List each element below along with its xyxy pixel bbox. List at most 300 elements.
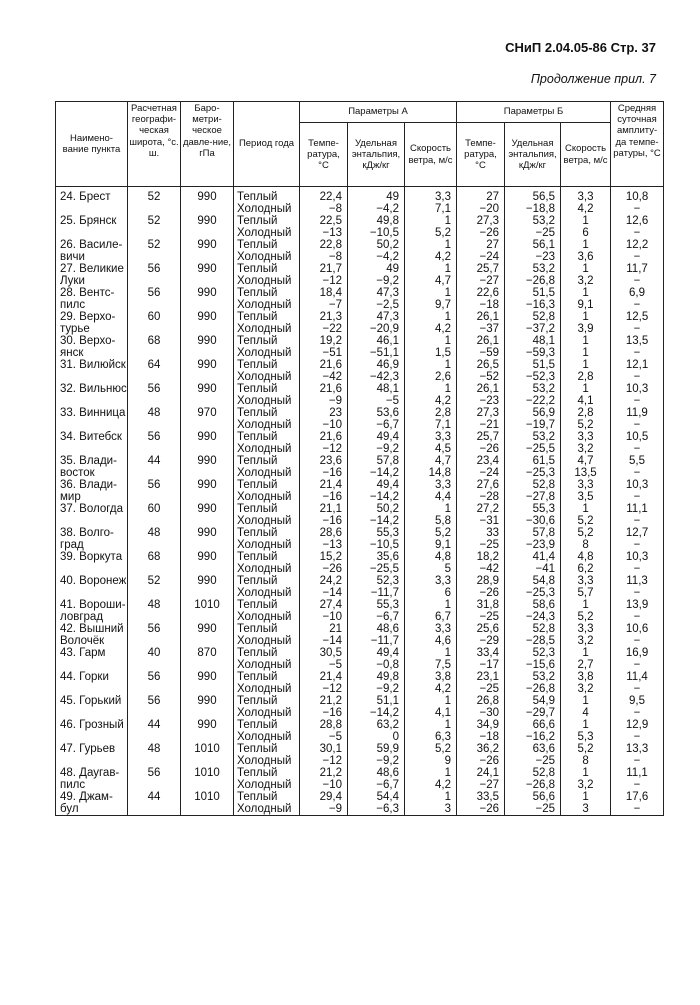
value-cell: −: [611, 515, 664, 527]
value-cell: 51,5: [505, 359, 561, 371]
period-cell: Холодный: [234, 635, 300, 647]
value-cell: −5: [300, 659, 348, 671]
station-name-cont: град: [56, 539, 128, 551]
value-cell: 18,2: [457, 551, 505, 563]
value-cell: −: [611, 419, 664, 431]
value-cell: −: [611, 803, 664, 816]
station-name: 47. Гурьев: [56, 743, 128, 755]
value-cell: 46,9: [348, 359, 405, 371]
value-cell: 57,8: [348, 455, 405, 467]
value-cell: 5,2: [405, 743, 457, 755]
value-cell: 28,8: [300, 719, 348, 731]
value-cell: 5,5: [611, 455, 664, 467]
period-cell: Теплый: [234, 527, 300, 539]
station-name: 27. Великие: [56, 263, 128, 275]
value-cell: 21,6: [300, 383, 348, 395]
value-cell: 4,8: [561, 551, 611, 563]
period-cell: Теплый: [234, 503, 300, 515]
value-cell: 10,8: [611, 191, 664, 203]
value-cell: 3,2: [561, 635, 611, 647]
latitude-cell: [128, 203, 181, 215]
header-enthalpy-a: Удельная энтальпия, кДж/кг: [348, 123, 405, 187]
value-cell: 22,8: [300, 239, 348, 251]
latitude-cell: 48: [128, 599, 181, 611]
value-cell: 12,6: [611, 215, 664, 227]
pressure-cell: [181, 467, 234, 479]
pressure-cell: 990: [181, 311, 234, 323]
value-cell: 21,1: [300, 503, 348, 515]
latitude-cell: 56: [128, 479, 181, 491]
value-cell: 26,1: [457, 335, 505, 347]
value-cell: 3,3: [561, 191, 611, 203]
value-cell: 27,3: [457, 215, 505, 227]
header-name: Наимено-вание пункта: [56, 102, 128, 187]
value-cell: 30,1: [300, 743, 348, 755]
value-cell: 52,3: [505, 647, 561, 659]
value-cell: −25,5: [505, 443, 561, 455]
value-cell: 26,8: [457, 695, 505, 707]
period-cell: Теплый: [234, 671, 300, 683]
latitude-cell: [128, 683, 181, 695]
value-cell: −24,3: [505, 611, 561, 623]
value-cell: 0: [348, 731, 405, 743]
station-name-cont: [56, 203, 128, 215]
value-cell: 54,8: [505, 575, 561, 587]
table-row: [56, 623, 664, 635]
latitude-cell: [128, 731, 181, 743]
period-cell: Холодный: [234, 515, 300, 527]
latitude-cell: [128, 323, 181, 335]
value-cell: 54,9: [505, 695, 561, 707]
period-cell: Теплый: [234, 719, 300, 731]
value-cell: 1: [405, 647, 457, 659]
value-cell: 3,3: [405, 431, 457, 443]
table-row: [56, 191, 664, 203]
latitude-cell: 48: [128, 743, 181, 755]
value-cell: −25: [457, 683, 505, 695]
value-cell: −25: [457, 611, 505, 623]
pressure-cell: 990: [181, 239, 234, 251]
period-cell: Теплый: [234, 647, 300, 659]
value-cell: −22: [300, 323, 348, 335]
value-cell: 1: [405, 719, 457, 731]
latitude-cell: 52: [128, 191, 181, 203]
value-cell: 1: [561, 599, 611, 611]
table-row: [56, 695, 664, 707]
pressure-cell: [181, 347, 234, 359]
latitude-cell: 44: [128, 791, 181, 803]
latitude-cell: [128, 395, 181, 407]
value-cell: −25: [505, 755, 561, 767]
latitude-cell: [128, 371, 181, 383]
value-cell: −26: [457, 755, 505, 767]
pressure-cell: [181, 323, 234, 335]
value-cell: 1: [561, 359, 611, 371]
table-row: [56, 479, 664, 491]
pressure-cell: 990: [181, 479, 234, 491]
value-cell: −: [611, 539, 664, 551]
value-cell: −10,5: [348, 227, 405, 239]
value-cell: −16: [300, 491, 348, 503]
table-row: [56, 275, 664, 287]
period-cell: Холодный: [234, 563, 300, 575]
value-cell: 13,5: [611, 335, 664, 347]
value-cell: 31,8: [457, 599, 505, 611]
pressure-cell: 990: [181, 671, 234, 683]
value-cell: 17,6: [611, 791, 664, 803]
period-cell: Холодный: [234, 659, 300, 671]
latitude-cell: [128, 419, 181, 431]
station-name-cont: вичи: [56, 251, 128, 263]
pressure-cell: [181, 251, 234, 263]
value-cell: 4,2: [405, 395, 457, 407]
table-row: [56, 767, 664, 779]
pressure-cell: 990: [181, 359, 234, 371]
value-cell: −26: [457, 803, 505, 816]
station-name: 29. Верхо-: [56, 311, 128, 323]
station-name: 37. Вологда: [56, 503, 128, 515]
period-cell: Теплый: [234, 383, 300, 395]
latitude-cell: [128, 467, 181, 479]
period-cell: Теплый: [234, 743, 300, 755]
value-cell: −37: [457, 323, 505, 335]
value-cell: −59: [457, 347, 505, 359]
value-cell: 22,5: [300, 215, 348, 227]
value-cell: 14,8: [405, 467, 457, 479]
latitude-cell: 68: [128, 551, 181, 563]
value-cell: 4,7: [405, 275, 457, 287]
value-cell: 49,8: [348, 215, 405, 227]
period-cell: Теплый: [234, 767, 300, 779]
latitude-cell: [128, 491, 181, 503]
table-row: [56, 575, 664, 587]
period-cell: Теплый: [234, 455, 300, 467]
table-row: [56, 515, 664, 527]
value-cell: 48,6: [348, 623, 405, 635]
value-cell: 21,6: [300, 359, 348, 371]
value-cell: −27,8: [505, 491, 561, 503]
station-name-cont: [56, 227, 128, 239]
station-name: 38. Волго-: [56, 527, 128, 539]
value-cell: 4,1: [561, 395, 611, 407]
pressure-cell: 1010: [181, 767, 234, 779]
value-cell: −23: [505, 251, 561, 263]
table-row: [56, 263, 664, 275]
latitude-cell: 40: [128, 647, 181, 659]
value-cell: −10: [300, 419, 348, 431]
table-row: [56, 635, 664, 647]
value-cell: 55,3: [348, 527, 405, 539]
value-cell: 27,4: [300, 599, 348, 611]
pressure-cell: [181, 491, 234, 503]
value-cell: −20,9: [348, 323, 405, 335]
value-cell: 63,2: [348, 719, 405, 731]
period-cell: Холодный: [234, 275, 300, 287]
value-cell: 5,2: [561, 527, 611, 539]
value-cell: 27: [457, 239, 505, 251]
pressure-cell: 990: [181, 455, 234, 467]
value-cell: 10,5: [611, 431, 664, 443]
value-cell: 21,4: [300, 479, 348, 491]
value-cell: −8: [300, 251, 348, 263]
station-name-cont: [56, 419, 128, 431]
pressure-cell: [181, 779, 234, 791]
value-cell: −6,7: [348, 419, 405, 431]
value-cell: −: [611, 659, 664, 671]
value-cell: −18: [457, 731, 505, 743]
table-row: [56, 335, 664, 347]
value-cell: 8: [561, 755, 611, 767]
latitude-cell: 60: [128, 503, 181, 515]
value-cell: −9,2: [348, 683, 405, 695]
value-cell: 3,3: [405, 575, 457, 587]
value-cell: 1: [561, 503, 611, 515]
value-cell: 56,9: [505, 407, 561, 419]
station-name-cont: турье: [56, 323, 128, 335]
value-cell: 22,6: [457, 287, 505, 299]
value-cell: 3,8: [561, 671, 611, 683]
station-name: 48. Даугав-: [56, 767, 128, 779]
value-cell: 6,2: [561, 563, 611, 575]
value-cell: 26,5: [457, 359, 505, 371]
station-name: 36. Влади-: [56, 479, 128, 491]
value-cell: 4,4: [405, 491, 457, 503]
value-cell: −30,6: [505, 515, 561, 527]
value-cell: 49,4: [348, 431, 405, 443]
value-cell: 1: [561, 335, 611, 347]
pressure-cell: [181, 635, 234, 647]
value-cell: −0,8: [348, 659, 405, 671]
value-cell: −: [611, 251, 664, 263]
value-cell: 1,5: [405, 347, 457, 359]
value-cell: 1: [561, 719, 611, 731]
value-cell: −16: [300, 515, 348, 527]
station-name: 43. Гарм: [56, 647, 128, 659]
value-cell: −16,3: [505, 299, 561, 311]
latitude-cell: [128, 227, 181, 239]
pressure-cell: 1010: [181, 743, 234, 755]
value-cell: 61,5: [505, 455, 561, 467]
value-cell: −9,2: [348, 275, 405, 287]
table-row: [56, 455, 664, 467]
period-cell: Теплый: [234, 479, 300, 491]
table-row: [56, 755, 664, 767]
value-cell: −18,8: [505, 203, 561, 215]
value-cell: 1: [405, 791, 457, 803]
table-row: [56, 503, 664, 515]
pressure-cell: [181, 707, 234, 719]
period-cell: Теплый: [234, 215, 300, 227]
pressure-cell: [181, 731, 234, 743]
station-name: 39. Воркута: [56, 551, 128, 563]
table-row: [56, 395, 664, 407]
value-cell: 3,3: [561, 575, 611, 587]
table-row: [56, 371, 664, 383]
period-cell: Холодный: [234, 419, 300, 431]
header-wind-a: Скорость ветра, м/с: [405, 123, 457, 187]
value-cell: −42: [457, 563, 505, 575]
period-cell: Теплый: [234, 407, 300, 419]
table-row: [56, 407, 664, 419]
value-cell: 55,3: [505, 503, 561, 515]
station-name: 35. Влади-: [56, 455, 128, 467]
value-cell: 49: [348, 263, 405, 275]
table-row: [56, 563, 664, 575]
value-cell: 8: [561, 539, 611, 551]
value-cell: −: [611, 707, 664, 719]
value-cell: −: [611, 275, 664, 287]
value-cell: 36,2: [457, 743, 505, 755]
station-name-cont: мир: [56, 491, 128, 503]
value-cell: 35,6: [348, 551, 405, 563]
value-cell: 48,6: [348, 767, 405, 779]
value-cell: 3,6: [561, 251, 611, 263]
value-cell: −23: [457, 395, 505, 407]
station-name: 45. Горький: [56, 695, 128, 707]
station-name: 33. Винница: [56, 407, 128, 419]
value-cell: 4,5: [405, 443, 457, 455]
value-cell: −51: [300, 347, 348, 359]
latitude-cell: [128, 299, 181, 311]
value-cell: 16,9: [611, 647, 664, 659]
value-cell: 27,6: [457, 479, 505, 491]
value-cell: 1: [405, 287, 457, 299]
header-temp-b: Темпе-ратура, °С: [457, 123, 505, 187]
value-cell: 1: [561, 287, 611, 299]
value-cell: 66,6: [505, 719, 561, 731]
value-cell: −: [611, 683, 664, 695]
value-cell: 7,1: [405, 203, 457, 215]
station-name-cont: [56, 755, 128, 767]
latitude-cell: [128, 611, 181, 623]
value-cell: 23,1: [457, 671, 505, 683]
value-cell: −11,7: [348, 635, 405, 647]
value-cell: −19,7: [505, 419, 561, 431]
station-name-cont: пилс: [56, 779, 128, 791]
station-name-cont: [56, 587, 128, 599]
pressure-cell: 990: [181, 383, 234, 395]
value-cell: −16,2: [505, 731, 561, 743]
value-cell: 18,4: [300, 287, 348, 299]
value-cell: 53,2: [505, 263, 561, 275]
value-cell: 5,2: [561, 515, 611, 527]
value-cell: 22,4: [300, 191, 348, 203]
value-cell: 3,2: [561, 683, 611, 695]
value-cell: 3,3: [561, 623, 611, 635]
value-cell: 5,2: [561, 611, 611, 623]
value-cell: 21,2: [300, 767, 348, 779]
table-row: [56, 539, 664, 551]
latitude-cell: [128, 539, 181, 551]
header-enthalpy-b: Удельная энтальпия, кДж/кг: [505, 123, 561, 187]
period-cell: Теплый: [234, 263, 300, 275]
value-cell: −26: [457, 443, 505, 455]
value-cell: −11,7: [348, 587, 405, 599]
station-name-cont: [56, 683, 128, 695]
period-cell: Теплый: [234, 791, 300, 803]
value-cell: −14: [300, 587, 348, 599]
period-cell: Холодный: [234, 707, 300, 719]
latitude-cell: 56: [128, 263, 181, 275]
latitude-cell: 44: [128, 455, 181, 467]
value-cell: 4,7: [405, 455, 457, 467]
station-name: 25. Брянск: [56, 215, 128, 227]
station-name: 28. Вентс-: [56, 287, 128, 299]
latitude-cell: [128, 707, 181, 719]
latitude-cell: 56: [128, 383, 181, 395]
value-cell: −17: [457, 659, 505, 671]
value-cell: −9,2: [348, 443, 405, 455]
value-cell: 3,3: [561, 431, 611, 443]
table-row: [56, 659, 664, 671]
value-cell: −15,6: [505, 659, 561, 671]
value-cell: 1: [561, 215, 611, 227]
value-cell: 5: [405, 563, 457, 575]
header-params-a: Параметры А: [300, 102, 457, 123]
table-row: [56, 419, 664, 431]
value-cell: −: [611, 611, 664, 623]
value-cell: −: [611, 443, 664, 455]
value-cell: −26: [300, 563, 348, 575]
value-cell: 4,2: [405, 779, 457, 791]
value-cell: 1: [405, 239, 457, 251]
pressure-cell: [181, 227, 234, 239]
value-cell: 3,2: [561, 779, 611, 791]
period-cell: Холодный: [234, 347, 300, 359]
latitude-cell: [128, 803, 181, 816]
period-cell: Холодный: [234, 395, 300, 407]
table-row: [56, 551, 664, 563]
value-cell: −13: [300, 227, 348, 239]
value-cell: −26,8: [505, 275, 561, 287]
station-name: 34. Витебск: [56, 431, 128, 443]
value-cell: 1: [561, 263, 611, 275]
table-row: [56, 251, 664, 263]
value-cell: −20: [457, 203, 505, 215]
value-cell: 33: [457, 527, 505, 539]
station-name-cont: Волочёк: [56, 635, 128, 647]
pressure-cell: [181, 419, 234, 431]
table-row: [56, 743, 664, 755]
latitude-cell: [128, 587, 181, 599]
value-cell: 30,5: [300, 647, 348, 659]
value-cell: 3,2: [561, 275, 611, 287]
value-cell: −24: [457, 467, 505, 479]
value-cell: 10,6: [611, 623, 664, 635]
latitude-cell: [128, 755, 181, 767]
value-cell: 52,8: [505, 623, 561, 635]
pressure-cell: 990: [181, 575, 234, 587]
value-cell: −13: [300, 539, 348, 551]
value-cell: 1: [561, 695, 611, 707]
value-cell: 53,2: [505, 383, 561, 395]
pressure-cell: 970: [181, 407, 234, 419]
value-cell: 4,1: [405, 707, 457, 719]
value-cell: 3,3: [405, 623, 457, 635]
value-cell: −37,2: [505, 323, 561, 335]
value-cell: 6,7: [405, 611, 457, 623]
value-cell: 27,2: [457, 503, 505, 515]
value-cell: −25: [505, 803, 561, 816]
page-header: СНиП 2.04.05-86 Стр. 37: [505, 40, 656, 55]
value-cell: 46,1: [348, 335, 405, 347]
value-cell: 57,8: [505, 527, 561, 539]
value-cell: 26,1: [457, 383, 505, 395]
value-cell: 21,3: [300, 311, 348, 323]
value-cell: −51,1: [348, 347, 405, 359]
value-cell: 23: [300, 407, 348, 419]
value-cell: −42,3: [348, 371, 405, 383]
